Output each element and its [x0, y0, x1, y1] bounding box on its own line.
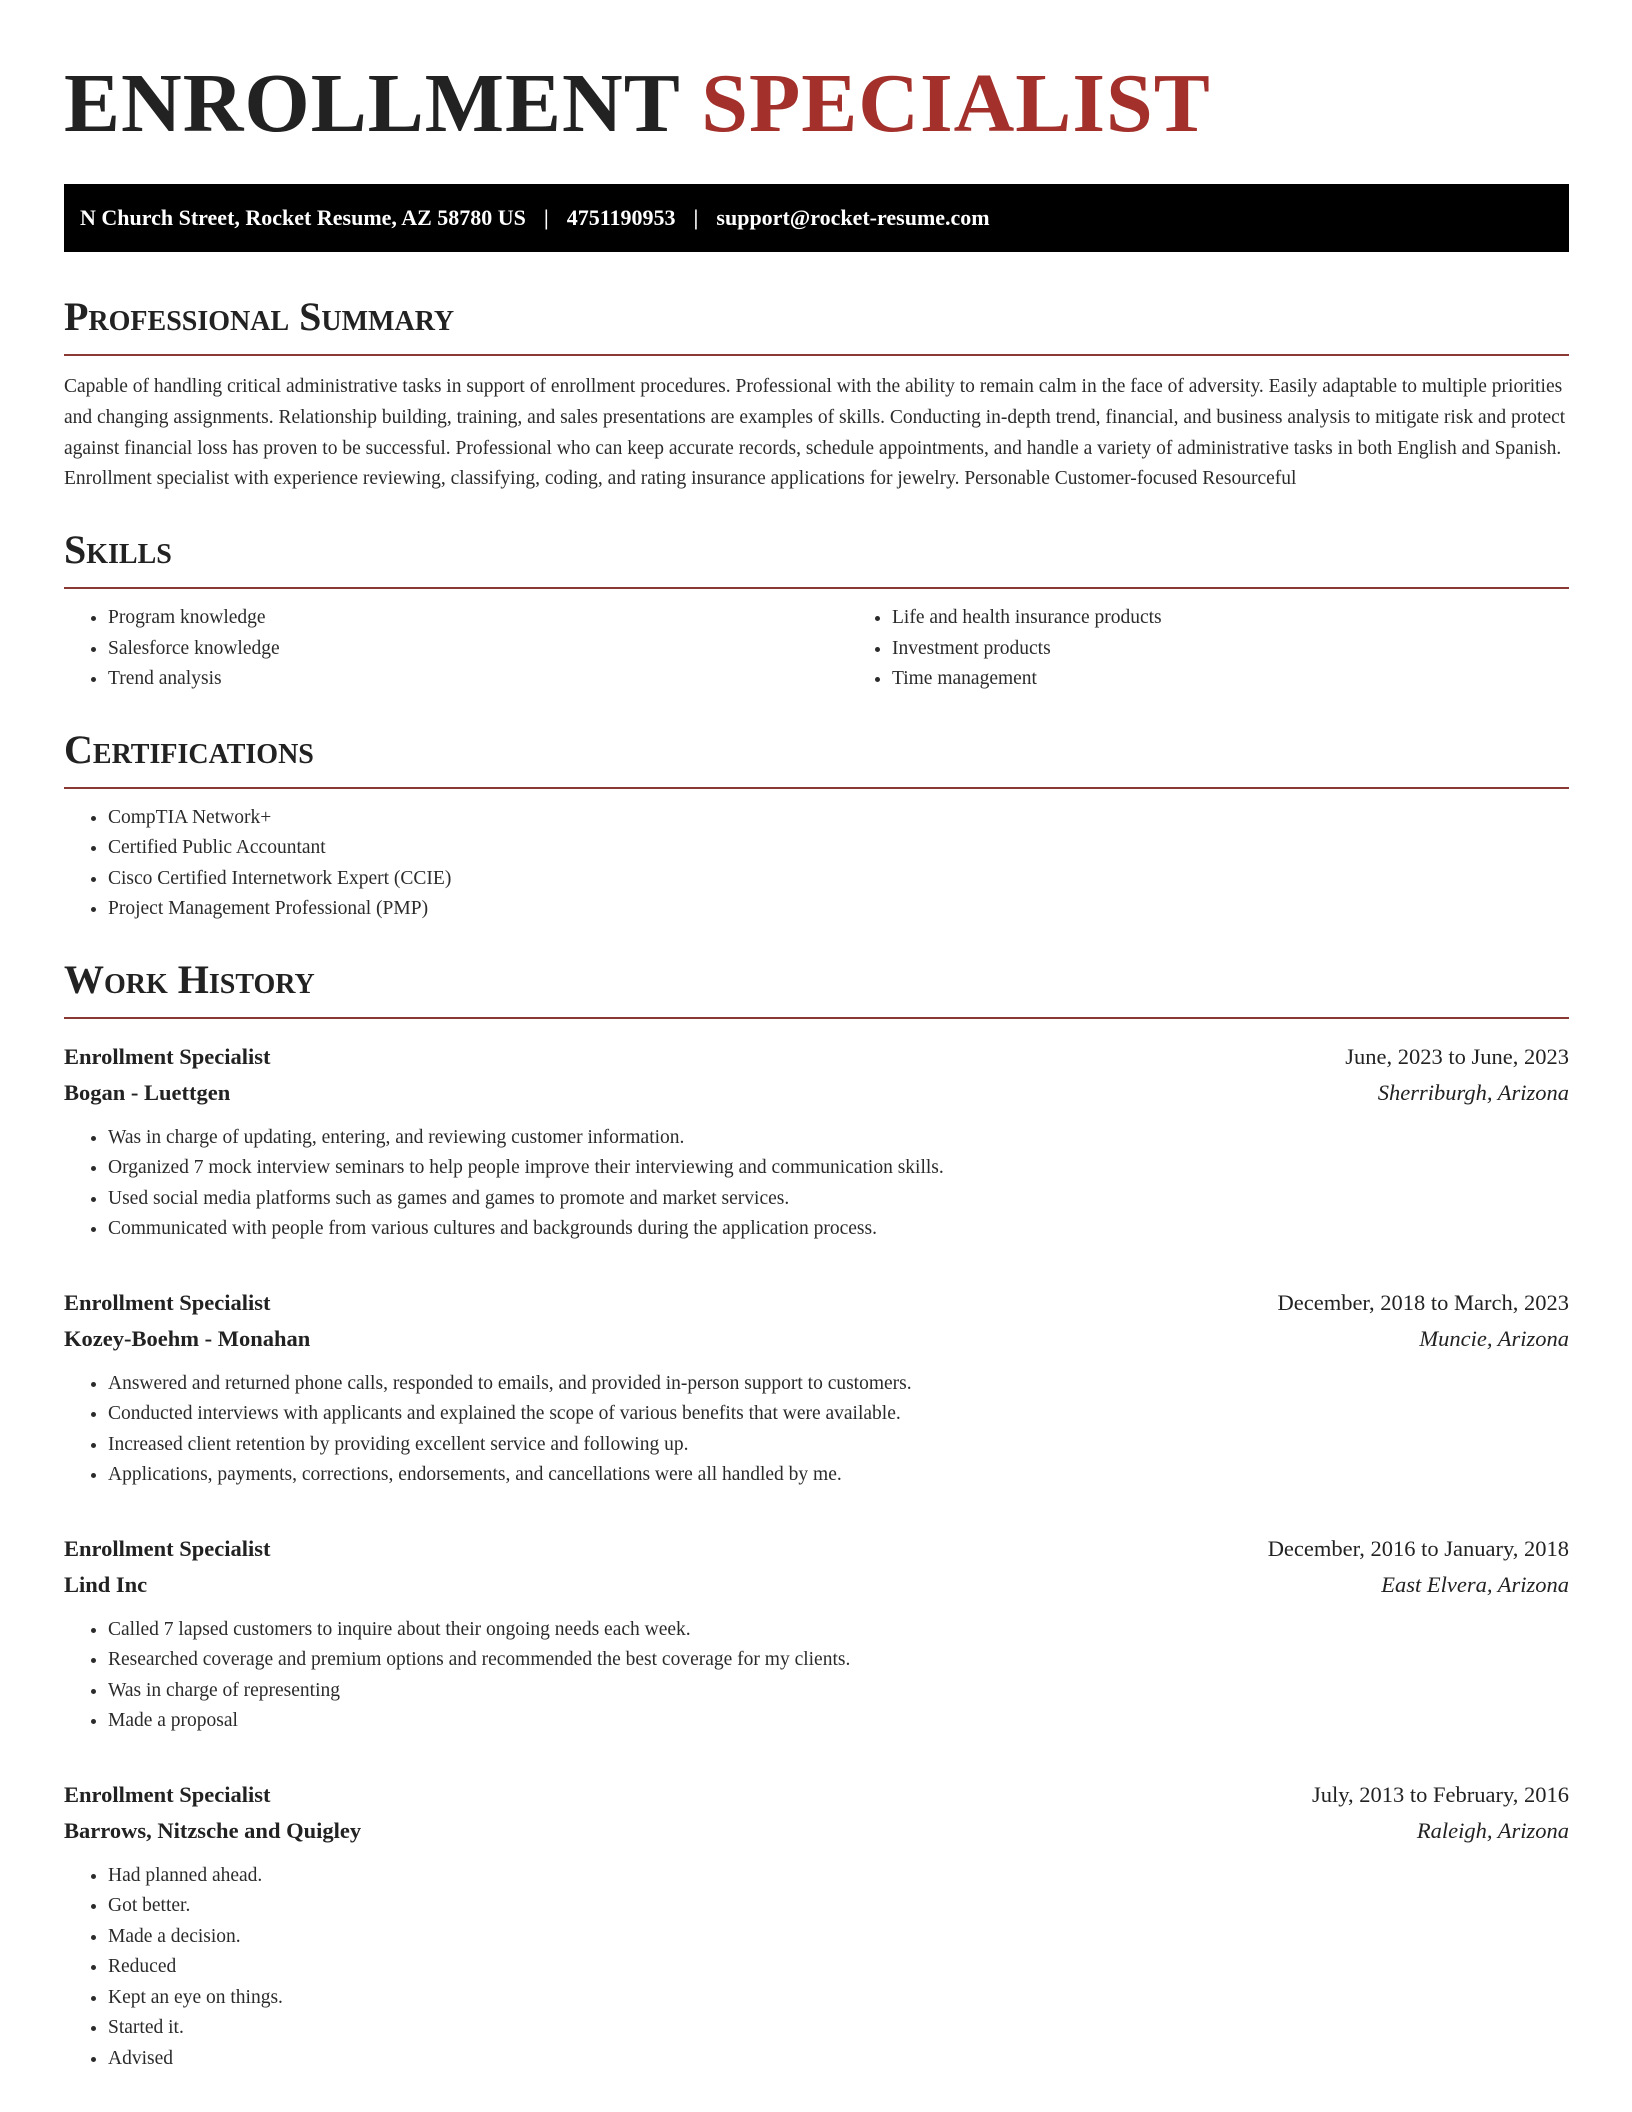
- skills-section: [64, 527, 1569, 695]
- job-company: Lind Inc: [64, 1571, 148, 1597]
- job-dates: July, 2013 to February, 2016: [1311, 1781, 1569, 1807]
- job-bullets: [64, 1123, 1569, 1245]
- job-bullets: [64, 1861, 1569, 2075]
- job-bullet: • Reduced: [108, 1952, 1569, 1983]
- contact-bar: [64, 184, 1569, 252]
- skills-list-right: [848, 603, 1632, 695]
- job-title: Enrollment Specialist: [64, 1535, 271, 1561]
- contact-phone: 4751190953: [566, 205, 676, 230]
- certifications-section: [64, 727, 1569, 925]
- job-title: Enrollment Specialist: [64, 1043, 271, 1069]
- job-location: Raleigh, Arizona: [1416, 1817, 1569, 1843]
- section-heading-certifications: Certifications: [64, 727, 1569, 789]
- certification-item: • Cisco Certified Internetwork Expert (CCIE): [108, 864, 1569, 895]
- title-word-role: ENROLLMENT: [64, 57, 680, 150]
- skill-item: • Salesforce knowledge: [108, 634, 848, 665]
- job-bullet: • Conducted interviews with applicants and explained the scope of various benefits that were available.: [108, 1399, 1569, 1430]
- job-bullet: • Answered and returned phone calls, responded to emails, and provided in-person support to customers.: [108, 1369, 1569, 1400]
- job-bullet: • Made a proposal: [108, 1706, 1569, 1737]
- job-bullet: • Was in charge of representing: [108, 1676, 1569, 1707]
- job-dates: June, 2023 to June, 2023: [1345, 1043, 1569, 1069]
- job-entry: [64, 1285, 1569, 1491]
- contact-separator: |: [693, 205, 699, 230]
- job-bullet: • Used social media platforms such as games and games to promote and market services.: [108, 1184, 1569, 1215]
- job-company: Bogan - Luettgen: [64, 1079, 231, 1105]
- certification-item: • Project Management Professional (PMP): [108, 894, 1569, 925]
- job-company-row: [64, 1813, 1569, 1849]
- job-title-row: [64, 1285, 1569, 1321]
- job-bullet: • Started it.: [108, 2013, 1569, 2044]
- skill-item: • Program knowledge: [108, 603, 848, 634]
- job-entry: [64, 1531, 1569, 1737]
- job-bullet: • Researched coverage and premium options and recommended the best coverage for my clients.: [108, 1645, 1569, 1676]
- job-bullet: • Communicated with people from various cultures and backgrounds during the application process.: [108, 1214, 1569, 1245]
- job-bullet: • Increased client retention by providing excellent service and following up.: [108, 1430, 1569, 1461]
- title-word-specialist: SPECIALIST: [701, 57, 1211, 150]
- job-company: Kozey-Boehm - Monahan: [64, 1325, 311, 1351]
- job-title: Enrollment Specialist: [64, 1781, 271, 1807]
- contact-email: support@rocket-resume.com: [716, 205, 990, 230]
- job-location: East Elvera, Arizona: [1381, 1571, 1569, 1597]
- job-title-row: [64, 1039, 1569, 1075]
- job-entry: [64, 1039, 1569, 1245]
- section-heading-summary: Professional Summary: [64, 294, 1569, 356]
- certification-item: • Certified Public Accountant: [108, 833, 1569, 864]
- job-bullets: [64, 1369, 1569, 1491]
- skill-item: • Investment products: [892, 634, 1632, 665]
- job-bullet: • Kept an eye on things.: [108, 1983, 1569, 2014]
- summary-text: Capable of handling critical administrative tasks in support of enrollment procedures. Professional with the ability to remain calm in the face of adversity. Easily adaptable to multiple priorities and changing assignments. Relationship building, training, and sales presentations are examples of skills. Conducting in-depth trend, financial, and business analysis to mitigate risk and protect against financial loss has proven to be successful. Professional who can keep accurate records, schedule appointments, and handle a variety of administrative tasks in both English and Spanish. Enrollment specialist with experience reviewing, classifying, coding, and rating insurance applications for jewelry. Personable Customer-focused Resourceful: [64, 376, 1566, 490]
- section-heading-skills: Skills: [64, 527, 1569, 589]
- job-title: Enrollment Specialist: [64, 1289, 271, 1315]
- skills-list-left: [64, 603, 848, 695]
- job-company-row: [64, 1075, 1569, 1111]
- job-bullet: • Was in charge of updating, entering, and reviewing customer information.: [108, 1123, 1569, 1154]
- resume-title: [64, 56, 1569, 152]
- job-company-row: [64, 1321, 1569, 1357]
- job-location: Muncie, Arizona: [1419, 1325, 1569, 1351]
- professional-summary-section: [64, 294, 1569, 495]
- skills-grid: [64, 589, 1569, 695]
- job-entry: [64, 1777, 1569, 2075]
- contact-separator: |: [543, 205, 549, 230]
- job-bullet: • Had planned ahead.: [108, 1861, 1569, 1892]
- job-company: Barrows, Nitzsche and Quigley: [64, 1817, 362, 1843]
- section-heading-work-history: Work History: [64, 957, 1569, 1019]
- job-location: Sherriburgh, Arizona: [1377, 1079, 1569, 1105]
- job-dates: December, 2016 to January, 2018: [1267, 1535, 1569, 1561]
- skill-item: • Trend analysis: [108, 664, 848, 695]
- job-bullet: • Made a decision.: [108, 1922, 1569, 1953]
- contact-address: N Church Street, Rocket Resume, AZ 58780 US: [80, 205, 526, 230]
- job-bullet: • Got better.: [108, 1891, 1569, 1922]
- job-bullets: [64, 1615, 1569, 1737]
- certification-item: • CompTIA Network+: [108, 803, 1569, 834]
- job-dates: December, 2018 to March, 2023: [1277, 1289, 1569, 1315]
- job-title-row: [64, 1531, 1569, 1567]
- job-bullet: • Applications, payments, corrections, endorsements, and cancellations were all handled by me.: [108, 1460, 1569, 1491]
- certifications-list: [64, 803, 1569, 925]
- work-history-section: [64, 957, 1569, 2075]
- job-bullet: • Organized 7 mock interview seminars to help people improve their interviewing and communication skills.: [108, 1153, 1569, 1184]
- skill-item: • Time management: [892, 664, 1632, 695]
- skill-item: • Life and health insurance products: [892, 603, 1632, 634]
- job-title-row: [64, 1777, 1569, 1813]
- job-bullet: • Called 7 lapsed customers to inquire about their ongoing needs each week.: [108, 1615, 1569, 1646]
- job-bullet: • Advised: [108, 2044, 1569, 2075]
- job-company-row: [64, 1567, 1569, 1603]
